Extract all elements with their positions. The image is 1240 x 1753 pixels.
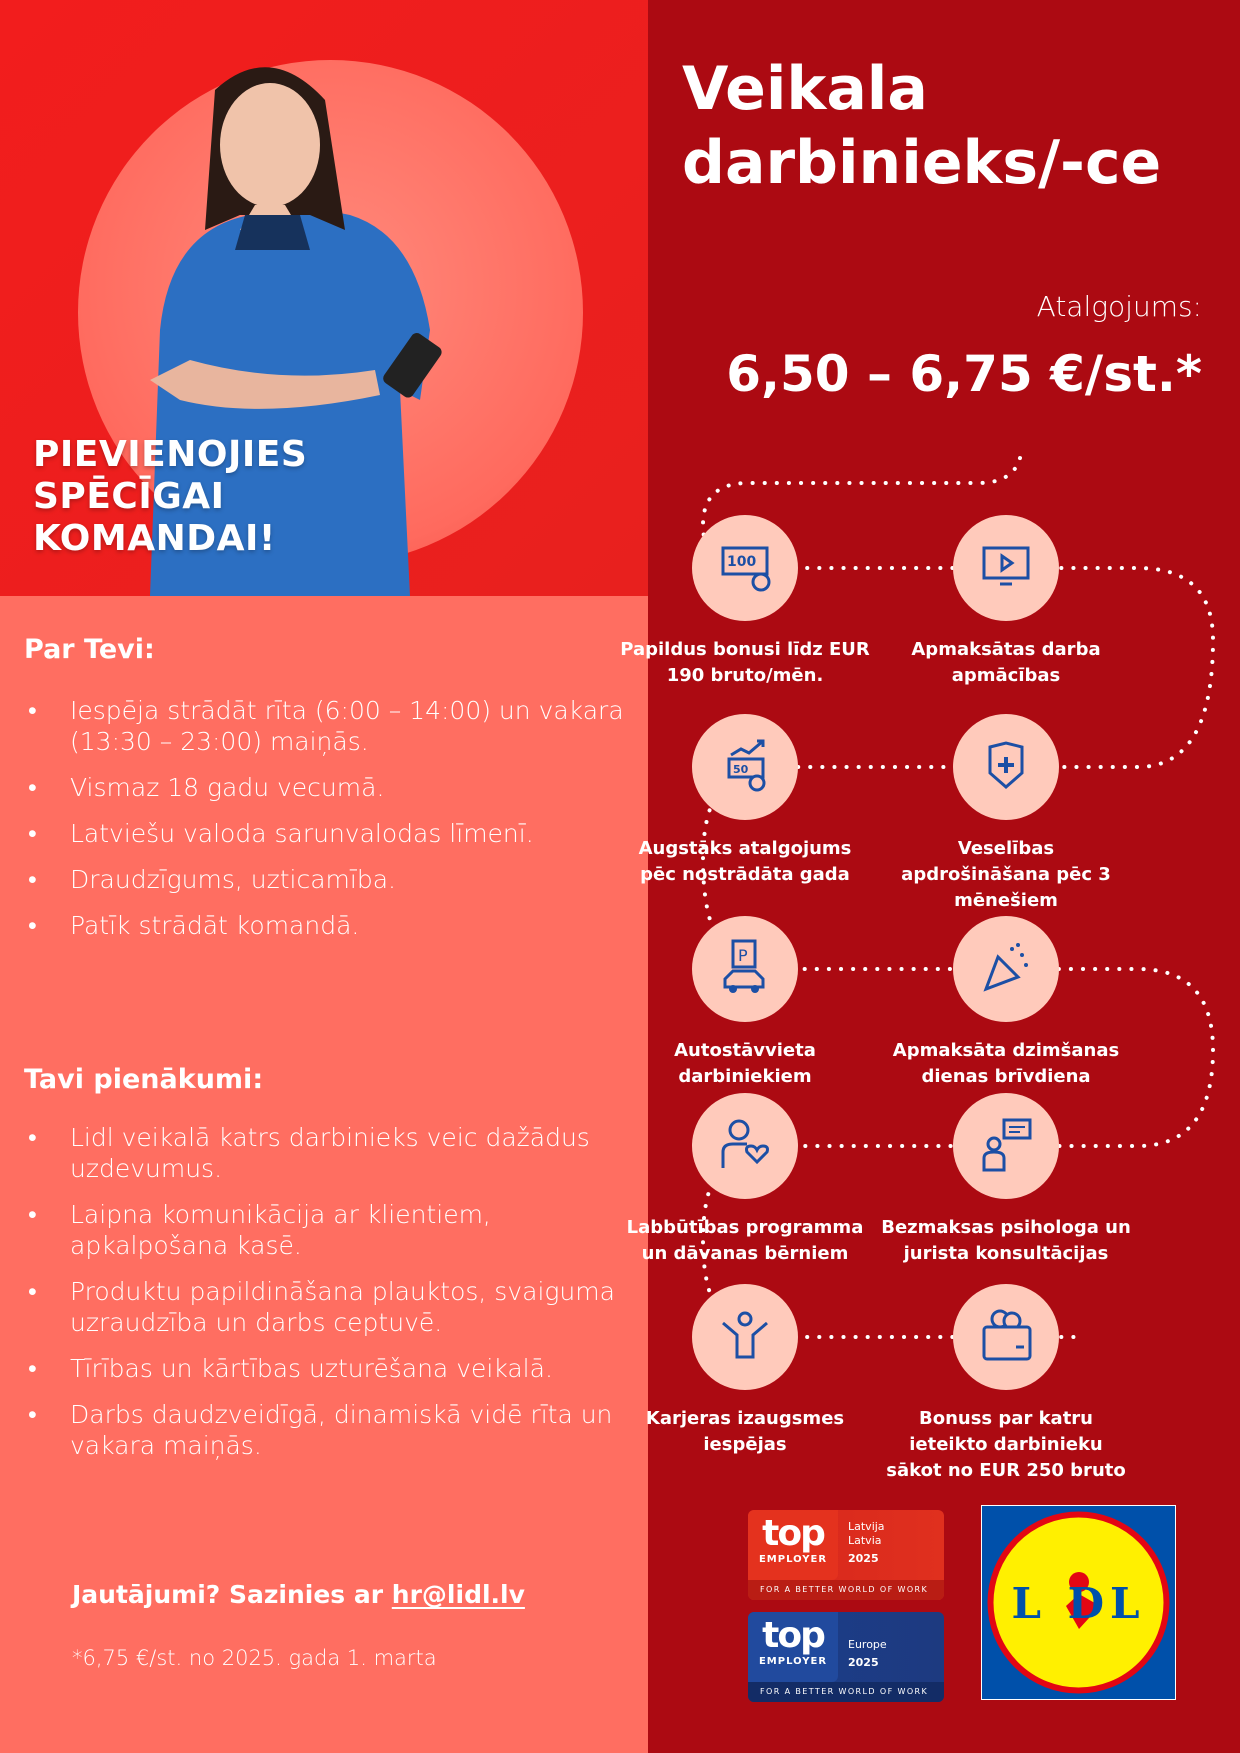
badge-footer: FOR A BETTER WORLD OF WORK <box>748 1682 944 1702</box>
badge-employer: EMPLOYER <box>758 1554 828 1565</box>
benefit-circle <box>692 1093 798 1199</box>
benefit-label: Augstāks atalgojums pēc nostrādāta gada <box>638 838 852 885</box>
lidl-logo <box>981 1505 1176 1700</box>
parking-icon <box>715 939 775 999</box>
benefit-label: Autostāvvieta darbiniekiem <box>674 1040 816 1087</box>
hero-slogan <box>33 434 307 560</box>
benefit-circle <box>692 714 798 820</box>
list-item: • Iespēja strādāt rīta (6:00 – 14:00) un vakara (13:30 – 23:00) maiņās. <box>24 695 634 757</box>
benefit-item <box>620 515 870 689</box>
slogan-line: SPĒCĪGAI <box>33 476 225 517</box>
svg-text:P: P <box>738 946 748 965</box>
slogan-line: KOMANDAI! <box>33 518 276 559</box>
badge-year: 2025 <box>848 1552 879 1565</box>
benefit-label: Papildus bonusi līdz EUR 190 bruto/mēn. <box>620 639 870 686</box>
list-item: • Vismaz 18 gadu vecumā. <box>24 772 634 803</box>
pay-value: 6,50 – 6,75 €/st.* <box>726 345 1202 403</box>
list-item: • Darbs daudzveidīgā, dinamiskā vidē rīta un vakara maiņās. <box>24 1399 634 1461</box>
job-title-line: Veikala <box>682 54 928 124</box>
list-item: • Latviešu valoda sarunvalodas līmenī. <box>24 818 634 849</box>
list-item: • Lidl veikalā katrs darbinieks veic dažādus uzdevumus. <box>24 1122 634 1184</box>
consultation-icon <box>976 1116 1036 1176</box>
video-training-icon <box>976 538 1036 598</box>
benefit-circle <box>692 1284 798 1390</box>
contact-text: Jautājumi? Sazinies ar <box>72 1580 392 1609</box>
party-popper-icon <box>976 939 1036 999</box>
badge-region: Latvija <box>848 1520 885 1533</box>
benefit-circle <box>953 1284 1059 1390</box>
career-icon <box>715 1307 775 1367</box>
wellbeing-icon <box>715 1116 775 1176</box>
money-icon <box>715 538 775 598</box>
benefit-circle <box>692 916 798 1022</box>
benefit-item <box>881 1284 1131 1484</box>
svg-text:100: 100 <box>727 554 757 570</box>
list-item: • Tīrības un kārtības uzturēšana veikalā. <box>24 1353 634 1384</box>
benefit-label: Bonuss par katru ieteikto darbinieku sākot no EUR 250 bruto <box>886 1408 1126 1481</box>
benefit-item <box>620 714 870 888</box>
salary-growth-icon <box>715 737 775 797</box>
svg-text:L DL: L DL <box>1011 1579 1146 1628</box>
benefit-label: Bezmaksas psihologa un jurista konsultācijas <box>881 1217 1131 1264</box>
badge-region: Latvia <box>848 1534 882 1547</box>
health-shield-icon <box>976 737 1036 797</box>
benefit-circle <box>953 1093 1059 1199</box>
job-title-line: darbinieks/-ce <box>682 128 1162 198</box>
email-link[interactable]: hr@lidl.lv <box>391 1580 525 1609</box>
badge-employer: EMPLOYER <box>758 1656 828 1667</box>
benefit-circle <box>953 916 1059 1022</box>
benefit-circle <box>692 515 798 621</box>
badge-footer: FOR A BETTER WORLD OF WORK <box>748 1580 944 1600</box>
list-item: • Patīk strādāt komandā. <box>24 910 634 941</box>
benefit-label: Karjeras izaugsmes iespējas <box>645 1408 845 1455</box>
benefit-label: Apmaksātas darba apmācības <box>911 639 1101 686</box>
referral-wallet-icon <box>976 1307 1036 1367</box>
badge-top: top <box>762 1615 824 1656</box>
benefit-item <box>620 1093 870 1267</box>
benefit-circle <box>953 515 1059 621</box>
benefit-item <box>881 1093 1131 1267</box>
hero-photo <box>0 0 648 596</box>
benefit-item <box>620 1284 870 1458</box>
badge-top: top <box>762 1513 824 1554</box>
badge-region: Europe <box>848 1638 887 1651</box>
list-item: • Produktu papildināšana plauktos, svaiguma uzraudzība un darbs ceptuvē. <box>24 1276 634 1338</box>
benefit-label: Veselības apdrošināšana pēc 3 mēnešiem <box>901 838 1111 911</box>
benefit-item <box>881 714 1131 914</box>
pay-label: Atalgojums: <box>1036 290 1202 323</box>
list-item: • Draudzīgums, uzticamība. <box>24 864 634 895</box>
benefit-label: Labbūtības programma un dāvanas bērniem <box>626 1217 864 1264</box>
badge-year: 2025 <box>848 1656 879 1669</box>
benefit-circle <box>953 714 1059 820</box>
about-list <box>24 695 634 956</box>
contact-line <box>72 1580 525 1609</box>
benefit-label: Apmaksāta dzimšanas dienas brīvdiena <box>892 1040 1120 1087</box>
benefit-item <box>881 515 1131 689</box>
benefit-item <box>620 916 870 1090</box>
list-item: • Laipna komunikācija ar klientiem, apkalpošana kasē. <box>24 1199 634 1261</box>
footnote: *6,75 €/st. no 2025. gada 1. marta <box>72 1646 437 1670</box>
duties-list <box>24 1122 634 1476</box>
about-title: Par Tevi: <box>24 634 155 665</box>
top-employer-latvia-badge <box>748 1510 944 1600</box>
benefit-item <box>881 916 1131 1090</box>
duties-title: Tavi pienākumi: <box>24 1064 264 1095</box>
top-employer-europe-badge <box>748 1612 944 1702</box>
svg-text:50: 50 <box>733 763 749 776</box>
slogan-line: PIEVIENOJIES <box>33 434 308 475</box>
